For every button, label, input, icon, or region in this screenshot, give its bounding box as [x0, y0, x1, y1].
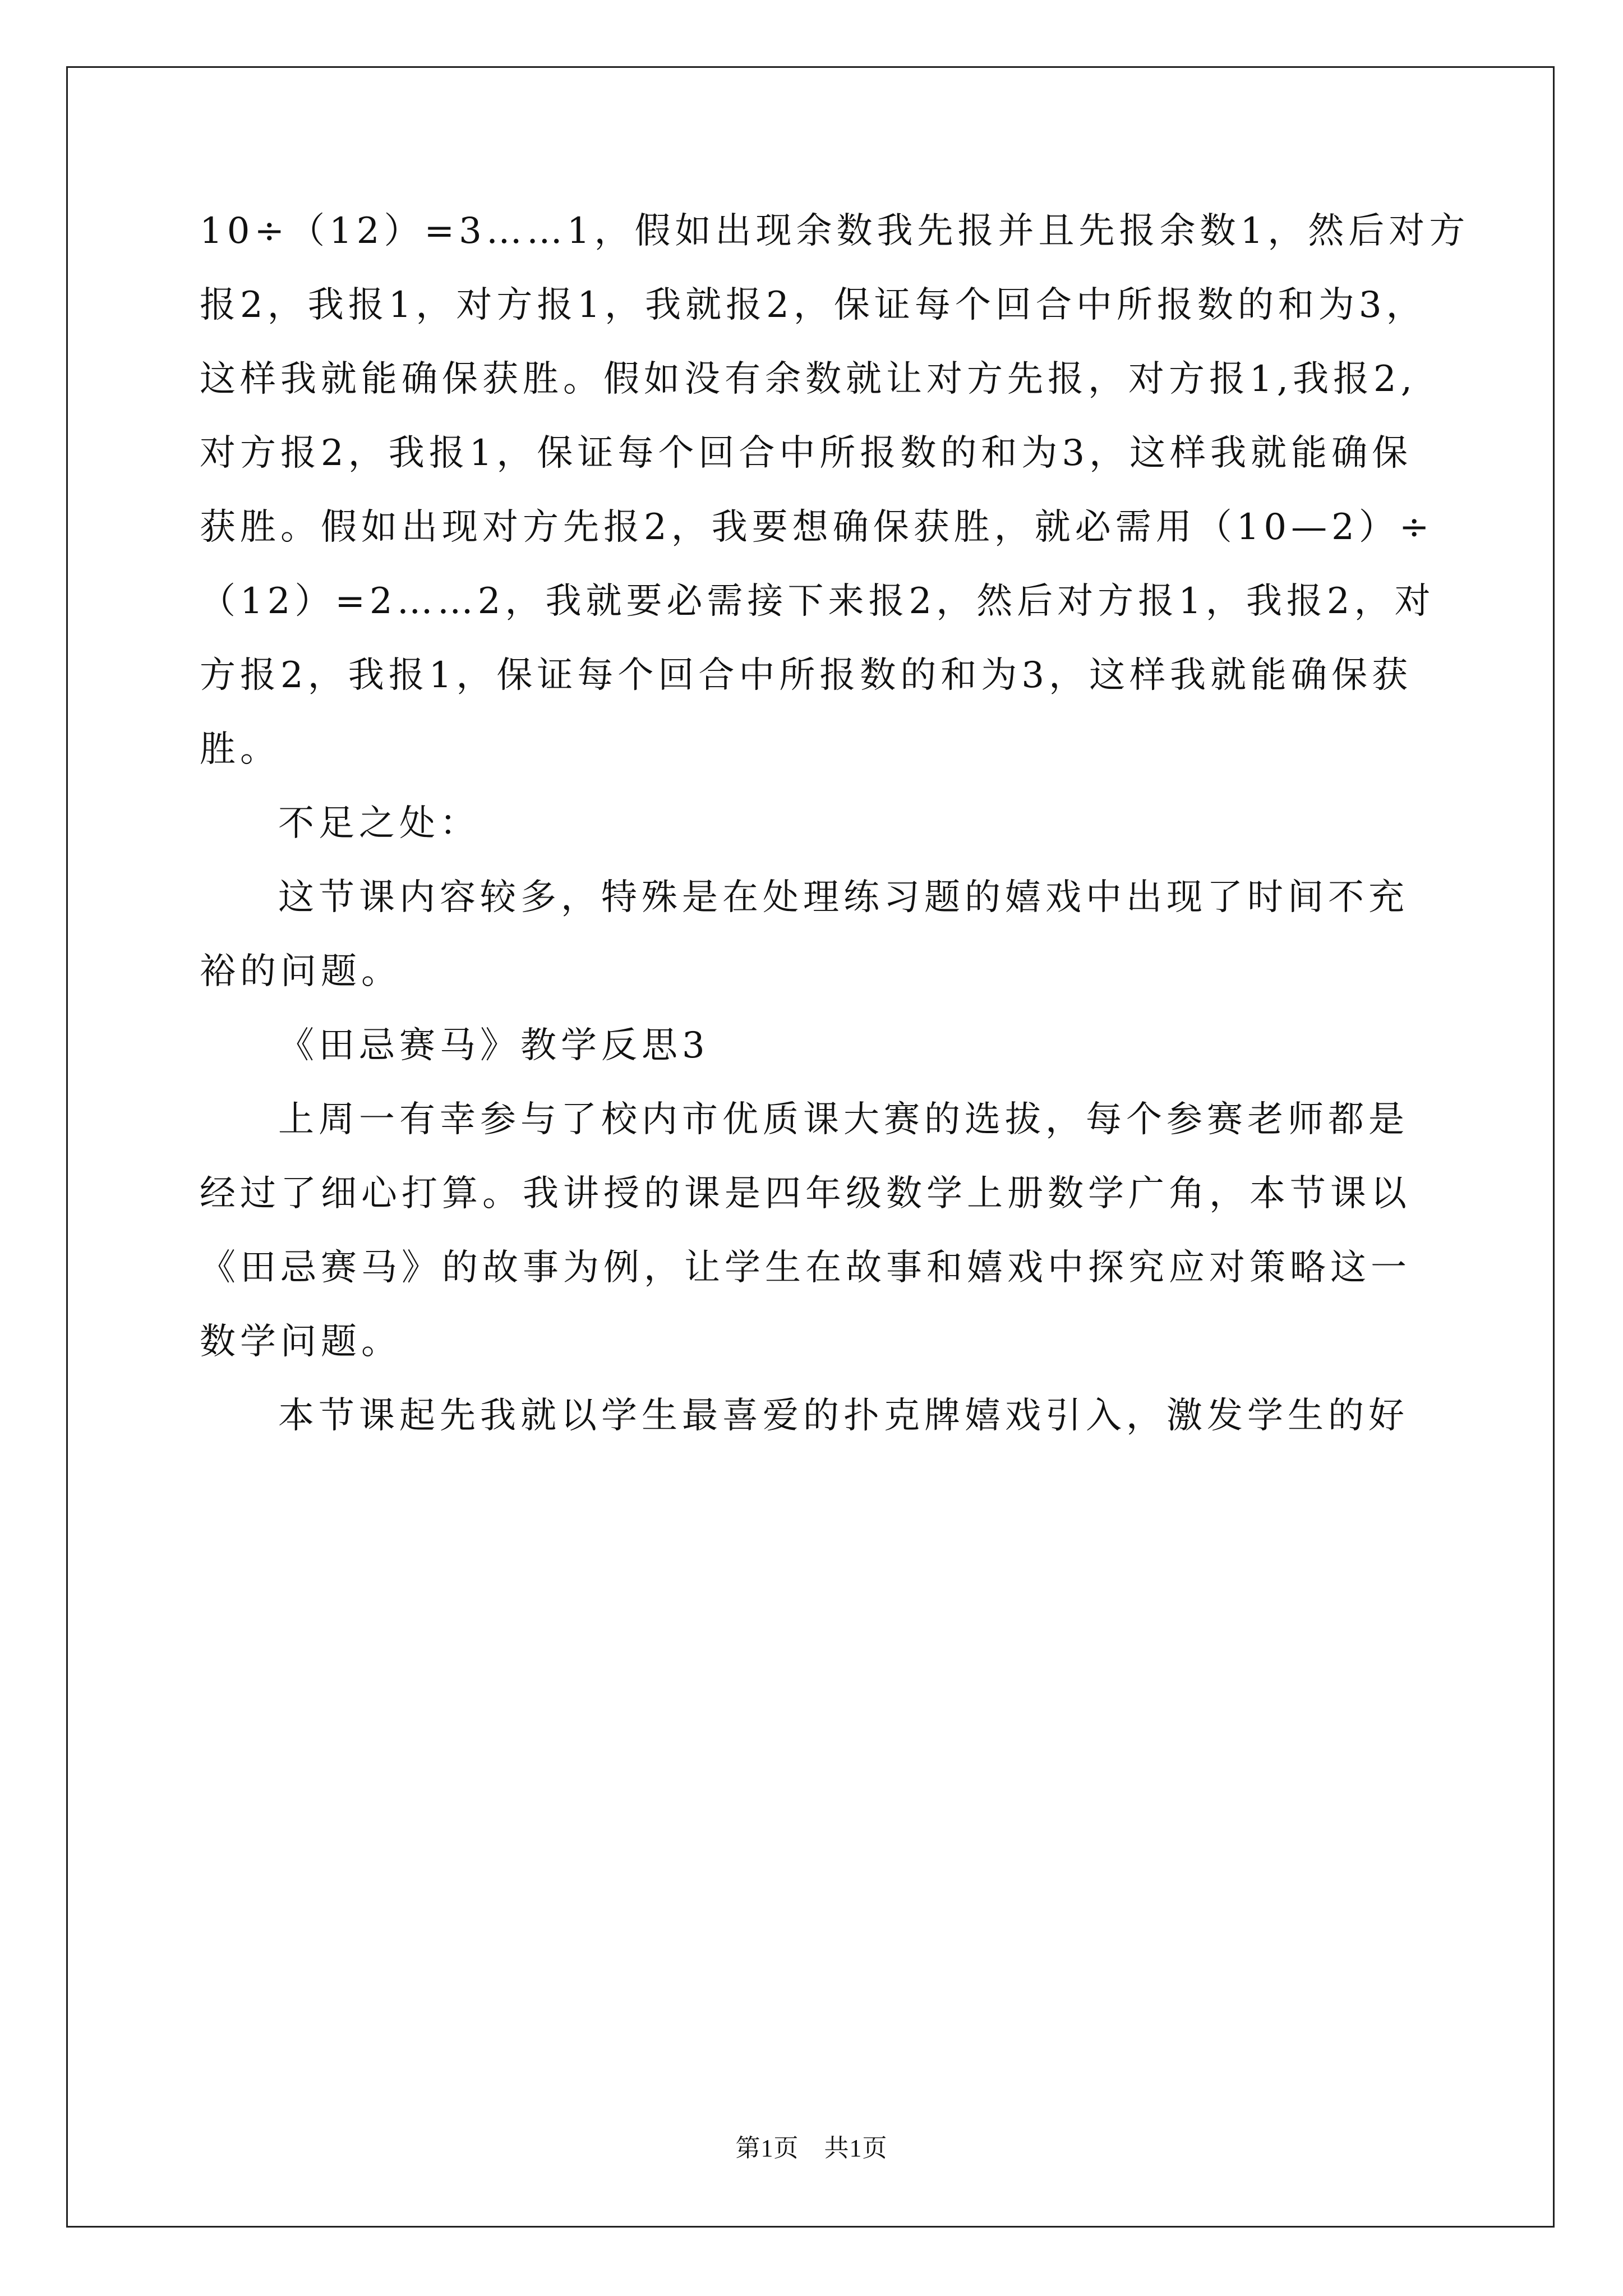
page-footer: 第1页 共1页: [735, 2134, 888, 2162]
text-line: 上周一有幸参与了校内市优质课大赛的选拔，每个参赛老师都是: [278, 1099, 1409, 1140]
text-line: 这节课内容较多，特殊是在处理练习题的嬉戏中出现了时间不充: [278, 877, 1409, 918]
text-line: 裕的问题。: [200, 951, 402, 992]
text-line: 胜。: [200, 729, 280, 770]
text-line: 数学问题。: [200, 1321, 402, 1363]
text-line: 报2，我报1，对方报1，我就报2，保证每个回合中所报数的和为3，: [200, 284, 1427, 326]
text-line: 10÷（12）=3……1，假如出现余数我先报并且先报余数1，然后对方: [200, 210, 1470, 252]
text-line: 《田忌赛马》的故事为例，让学生在故事和嬉戏中探究应对策略这一: [200, 1247, 1411, 1289]
text-line: 方报2，我报1，保证每个回合中所报数的和为3，这样我就能确保获: [200, 655, 1413, 696]
section-title: 《田忌赛马》教学反思3: [278, 1025, 709, 1066]
text-line: 本节课起先我就以学生最喜爱的扑克牌嬉戏引入，激发学生的好: [278, 1395, 1409, 1437]
text-line: 获胜。假如出现对方先报2，我要想确保获胜，就必需用（10—2）÷: [200, 507, 1434, 548]
text-line: （12）=2……2，我就要必需接下来报2，然后对方报1，我报2，对: [200, 581, 1435, 622]
text-line: 对方报2，我报1，保证每个回合中所报数的和为3，这样我就能确保: [200, 432, 1413, 474]
text-line: 这样我就能确保获胜。假如没有余数就让对方先报，对方报1,我报2,: [200, 358, 1417, 400]
text-line: 经过了细心打算。我讲授的课是四年级数学上册数学广角，本节课以: [200, 1173, 1411, 1214]
section-heading: 不足之处：: [278, 803, 480, 844]
